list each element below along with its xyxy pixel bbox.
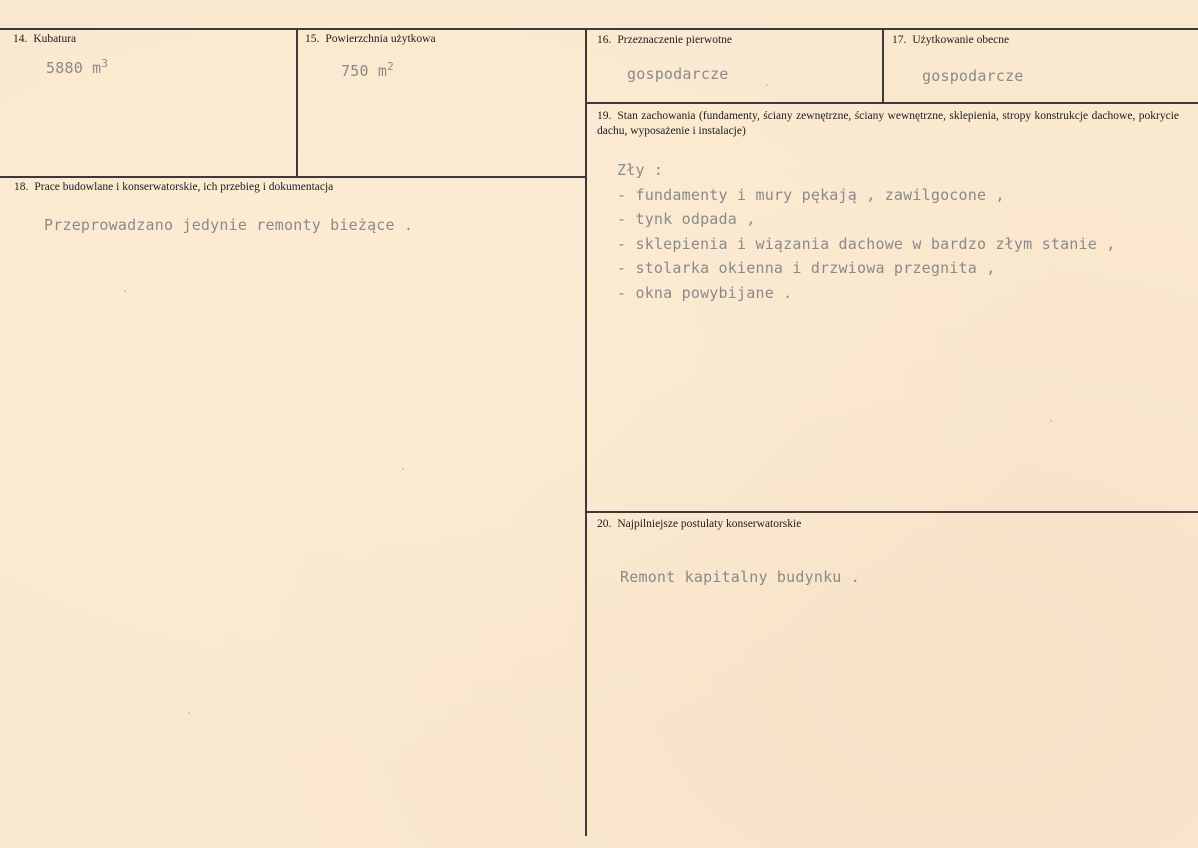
paper-speck xyxy=(124,290,126,292)
field-19-label xyxy=(597,109,1179,139)
field-19-item: - tynk odpada , xyxy=(617,210,756,228)
rule-under-14-15 xyxy=(0,176,587,178)
field-15-label xyxy=(305,32,436,47)
field-18-number: 18. xyxy=(14,181,29,193)
field-19-item: - fundamenty i mury pękają , zawilgocone , xyxy=(617,185,1005,204)
field-18-title: Prace budowlane i konserwatorskie, ich przebieg i dokumentacja xyxy=(34,181,334,193)
field-15-number: 15. xyxy=(305,33,320,45)
field-16-number: 16. xyxy=(597,34,612,46)
field-19-item: - sklepienia i wiązania dachowe w bardzo złym stanie , xyxy=(617,234,1116,253)
field-19-title: Stan zachowania (fundamenty, ściany zewnętrzne, ściany wewnętrzne, sklepienia, stropy konstrukcje dachowe, pokrycie dachu, wyposażenie i instalacje) xyxy=(597,110,1179,137)
field-14-title: Kubatura xyxy=(33,33,77,45)
divider-16-17 xyxy=(882,28,884,102)
field-17-title: Użytkowanie obecne xyxy=(912,34,1010,46)
paper-speck xyxy=(1050,420,1052,422)
field-20-label xyxy=(597,517,801,532)
field-16-value: gospodarcze xyxy=(627,65,729,83)
field-19-number: 19. xyxy=(597,110,612,122)
field-20-value: Remont kapitalny budynku . xyxy=(620,568,860,586)
rule-under-16-17 xyxy=(585,102,1198,104)
field-19-value xyxy=(617,158,1115,305)
field-20-title: Najpilniejsze postulaty konserwatorskie xyxy=(617,518,802,530)
field-18-label xyxy=(14,180,333,195)
field-18-value: Przeprowadzano jedynie remonty bieżące . xyxy=(44,216,414,234)
paper-speck xyxy=(188,712,190,714)
field-16-label xyxy=(597,33,732,48)
field-17-label xyxy=(892,33,1009,48)
field-17-value: gospodarcze xyxy=(922,67,1024,85)
field-17-number: 17. xyxy=(892,34,907,46)
field-14-label xyxy=(13,32,76,47)
field-19-heading: Zły : xyxy=(617,161,664,179)
field-19-item: - okna powybijane . xyxy=(617,283,793,302)
field-15-title: Powierzchnia użytkowa xyxy=(325,33,436,45)
divider-14-15 xyxy=(296,28,298,176)
field-19-item: - stolarka okienna i drzwiowa przegnita , xyxy=(617,259,996,277)
field-15-value-text: 750 m xyxy=(341,62,388,80)
field-14-value xyxy=(46,56,108,81)
field-16-title: Przeznaczenie pierwotne xyxy=(617,34,732,46)
paper-speck xyxy=(766,84,768,86)
field-20-number: 20. xyxy=(597,518,612,530)
field-15-value xyxy=(341,59,394,84)
top-rule xyxy=(0,28,1198,30)
paper-speck xyxy=(402,468,404,470)
field-14-value-text: 5880 m xyxy=(46,59,102,77)
rule-under-19 xyxy=(585,511,1198,513)
field-14-value-exponent: 3 xyxy=(101,57,109,70)
field-15-value-exponent: 2 xyxy=(387,60,394,73)
field-14-number: 14. xyxy=(13,33,28,45)
divider-left-right xyxy=(585,28,587,836)
